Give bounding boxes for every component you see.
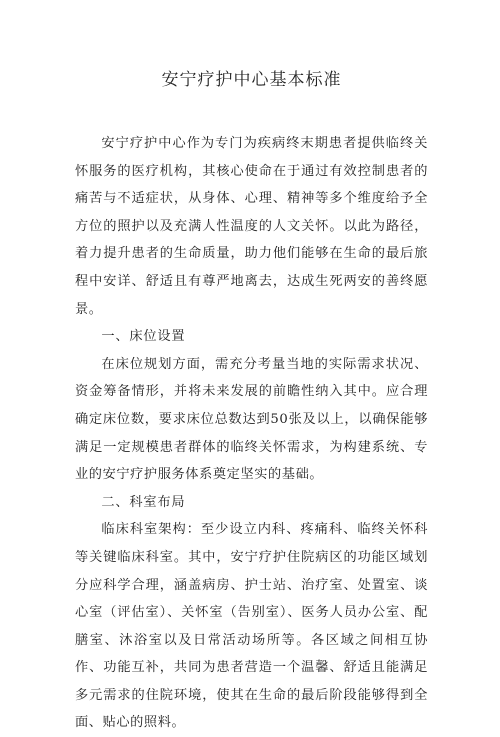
section-body-bed-setup: 在床位规划方面，需充分考量当地的实际需求状况、资金筹备情形，并将未来发展的前瞻性纳入其中。应合理确定床位数，要求床位总数达到50张及以上，以确保能够满足一定规模患者群体的临终关怀需求，为构建系统、专业的安宁疗护服务体系奠定坚实的基础。: [75, 356, 428, 483]
intro-paragraph: 安宁疗护中心作为专门为疾病终末期患者提供临终关怀服务的医疗机构，其核心使命在于通过有效控制患者的痛苦与不适症状，从身体、心理、精神等多个维度给予全方位的照护以及充满人性温度的人文关怀。以此为路径，着力提升患者的生命质量，助力他们能够在生命的最后旅程中安详、舒适且有尊严地离去，达成生死两安的善终愿景。: [75, 136, 428, 317]
section-heading-department-layout: 二、科室布局: [101, 494, 186, 510]
document-title: 安宁疗护中心基本标准: [161, 70, 342, 90]
section-heading-bed-setup: 一、床位设置: [101, 329, 186, 345]
section-body-department-layout: 临床科室架构：至少设立内科、疼痛科、临终关怀科等关键临床科室。其中，安宁疗护住院病区的功能区域划分应科学合理，涵盖病房、护士站、治疗室、处置室、谈心室（评估室）、关怀室（告别室）、医务人员办公室、配膳室、沐浴室以及日常活动场所等。各区域之间相互协作、功能互补，共同为患者营造一个温馨、舒适且能满足多元需求的住院环境，使其在生命的最后阶段能够得到全面、贴心的照料。: [75, 522, 428, 731]
document-body: [75, 130, 428, 737]
